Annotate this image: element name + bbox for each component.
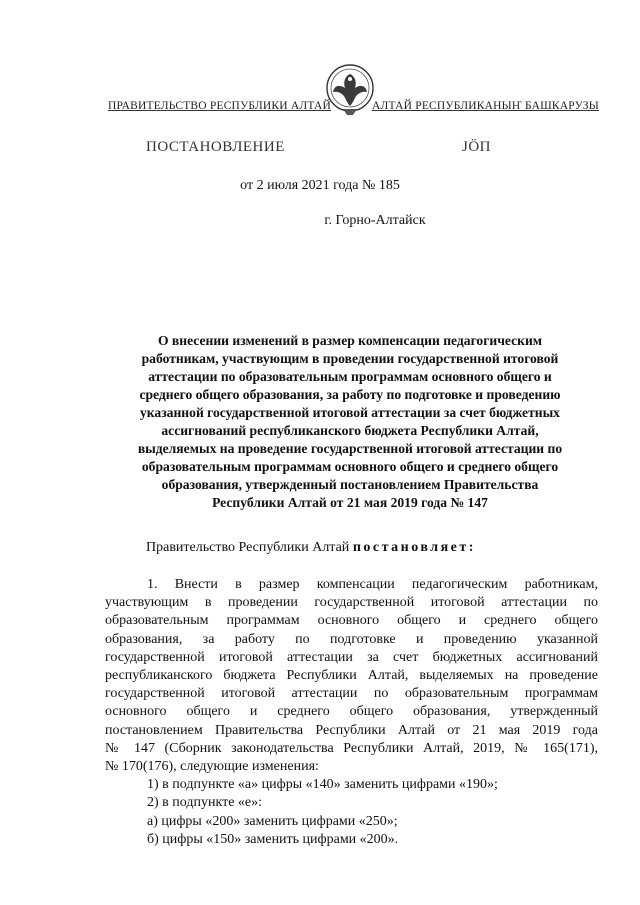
title-line: работникам, участвующим в проведении государственной итоговой — [141, 351, 559, 366]
paragraph-line: постановлением Правительства Республики Алтай от 21 мая 2019 года — [105, 722, 598, 738]
decree-date-number: от 2 июля 2021 года № 185 — [240, 178, 400, 193]
title-line: аттестации по образовательным программам основного общего и — [148, 369, 552, 384]
paragraph-line: 1. Внести в размер компенсации педагогическим работникам, — [147, 577, 598, 592]
title-line: образования, утвержденный постановлением Правительства — [161, 477, 539, 492]
sub-item: б) цифры «150» заменить цифрами «200». — [147, 831, 399, 847]
title-line: ассигнований республиканского бюджета Республики Алтай, — [161, 423, 539, 438]
paragraph-line: образовательным программам основного общего и среднего общего — [105, 613, 598, 629]
title-line: Республики Алтай от 21 мая 2019 года № 147 — [212, 495, 488, 510]
decree-label-ru: ПОСТАНОВЛЕНИЕ — [146, 139, 285, 155]
preamble-keyword: постановляет: — [352, 540, 476, 555]
paragraph-line: основного общего и среднего общего образования, утвержденный — [105, 704, 598, 720]
paragraph-line: участвующим в проведении государственной итоговой аттестации по — [105, 595, 598, 611]
coat-of-arms-icon — [325, 62, 375, 118]
sub-item: а) цифры «200» заменить цифрами «250»; — [147, 813, 398, 829]
preamble-text: Правительство Республики Алтай — [146, 540, 353, 555]
header-right-text: АЛТАЙ РЕСПУБЛИКАНЫҤ БАШКАРУЗЫ — [372, 100, 599, 112]
title-line: среднего общего образования, за работу по подготовке и проведению — [139, 387, 561, 402]
title-line: выделяемых на проведение государственной итоговой аттестации по — [137, 441, 563, 456]
paragraph-line: государственной итоговой аттестации за счет бюджетных ассигнований — [105, 649, 598, 665]
sub-item: 1) в подпункте «а» цифры «140» заменить цифрами «190»; — [147, 777, 498, 793]
title-line: указанной государственной итоговой аттестации за счет бюджетных — [140, 405, 560, 420]
paragraph-line: республиканского бюджета Республики Алтай, выделяемых на проведение — [105, 668, 598, 684]
paragraph-line: государственной итоговой аттестации по образовательным программам — [105, 686, 598, 702]
paragraph-line: № 147 (Сборник законодательства Республики Алтай, 2019, № 165(171), — [105, 740, 598, 756]
sub-item: 2) в подпункте «е»: — [147, 795, 263, 811]
title-line: образовательным программам основного общего и среднего общего — [141, 459, 559, 474]
preamble — [146, 540, 476, 556]
decree-label-alt: ЈӦП — [462, 139, 492, 155]
document-title — [108, 332, 592, 512]
header-left-text: ПРАВИТЕЛЬСТВО РЕСПУБЛИКИ АЛТАЙ — [108, 100, 332, 112]
paragraph-line: образования, за работу по подготовке и проведению указанной — [105, 631, 598, 647]
paragraph-line: № 170(176), следующие изменения: — [105, 759, 319, 775]
paragraph-1 — [105, 576, 598, 849]
decree-city: г. Горно-Алтайск — [324, 213, 426, 228]
title-line: О внесении изменений в размер компенсации педагогическим — [157, 333, 543, 348]
